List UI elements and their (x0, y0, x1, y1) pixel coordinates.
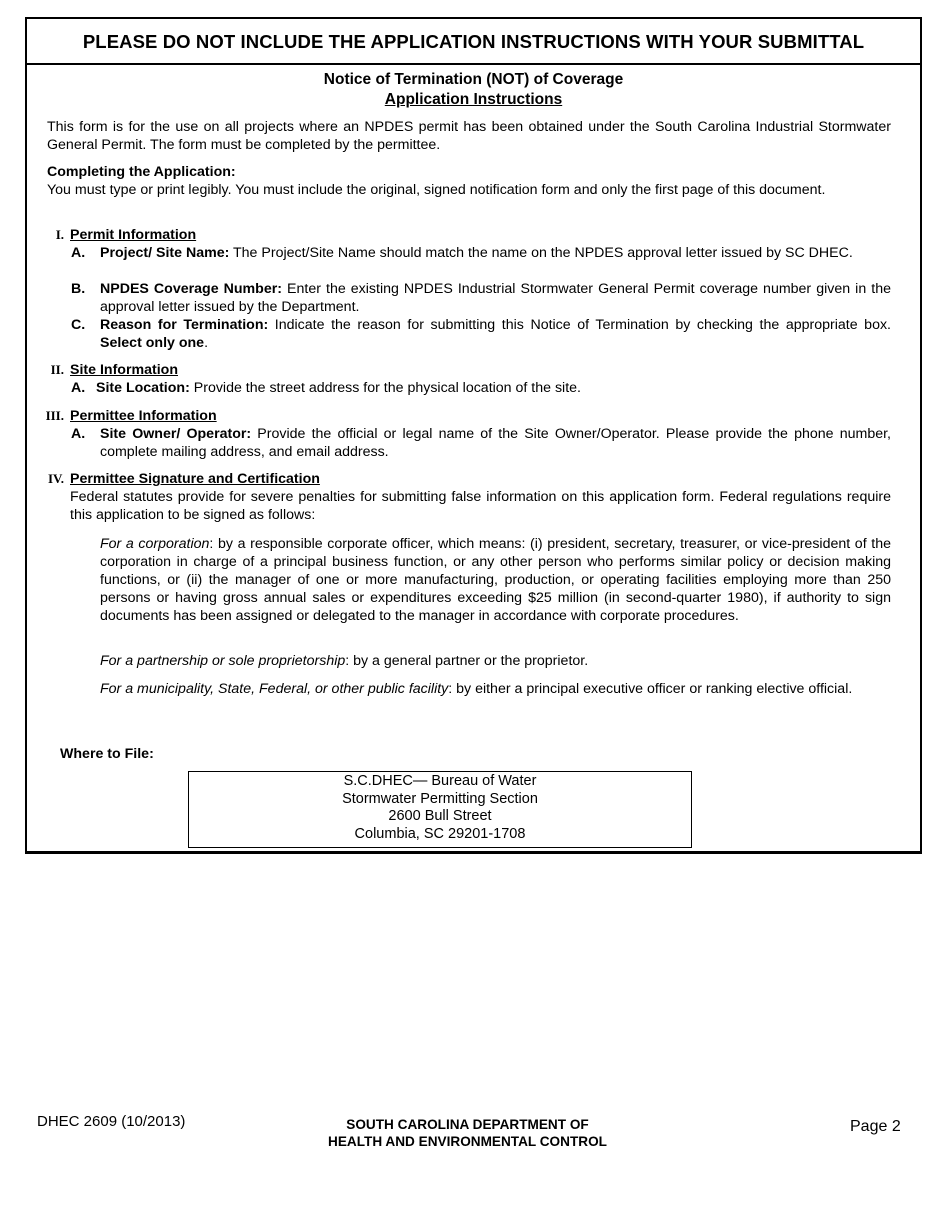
page-subtitle: Application Instructions (384, 91, 563, 108)
corporation-label: For a corporation (100, 536, 210, 552)
form-id: DHEC 2609 (10/2013) (37, 1113, 186, 1130)
intro-paragraph: This form is for the use on all projects where an NPDES permit has been obtained under the South Carolina Industrial Stormwater General Permit. The form must be completed by the permittee. (47, 119, 891, 153)
item-text: Provide the official or legal name of the Site Owner/Operator. Please provide the phone number, complete mailing address, and email address. (100, 426, 891, 460)
section-heading: Permittee Signature and Certification (70, 471, 320, 487)
partnership-label: For a partnership or sole proprietorship (100, 653, 346, 669)
item-site-owner-operator (71, 425, 891, 461)
federal-statutes-text: Federal statutes provide for severe penalties for submitting false information on this application form. Federal regulations require this application to be signed as follows: (70, 489, 891, 523)
item-reason-for-termination (71, 316, 891, 352)
section-heading: Permit Information (70, 227, 197, 243)
municipality-paragraph (100, 680, 891, 698)
item-site-location (71, 379, 891, 397)
section-numeral: IV. (47, 471, 64, 486)
item-npdes-coverage-number (71, 280, 891, 316)
item-letter: C. (71, 317, 86, 333)
address-line: 2600 Bull Street (388, 808, 492, 825)
section-numeral: I. (55, 227, 64, 242)
where-to-file-label: Where to File: (60, 746, 154, 762)
mailing-address-box (188, 771, 692, 848)
item-text: Enter the existing NPDES Industrial Stormwater General Permit coverage number given in the approval letter issued by the Department. (100, 281, 891, 315)
item-letter: A. (71, 426, 86, 442)
item-text: The Project/Site Name should match the name on the NPDES approval letter issued by SC DHEC. (229, 245, 853, 261)
item-letter: A. (71, 245, 86, 261)
address-line: S.C.DHEC— Bureau of Water (343, 773, 537, 789)
agency-line: SOUTH CAROLINA DEPARTMENT OF (346, 1117, 589, 1132)
section-numeral: II. (50, 362, 64, 377)
instructions-frame (25, 63, 922, 854)
section-heading: Site Information (70, 362, 178, 378)
page-title: Notice of Termination (NOT) of Coverage (323, 71, 624, 88)
municipality-text: : by either a principal executive officer or ranking elective official. (448, 681, 853, 697)
item-label: Project/ Site Name: (100, 245, 230, 261)
completing-heading: Completing the Application: (47, 164, 236, 180)
corporation-text: : by a responsible corporate officer, which means: (i) president, secretary, treasurer, or vice-president of the corporation in charge of a principal business function, or any other person who performs similar policy or decision making functions, or (ii) the manager of one or more manufacturing, production, or operating facilities employing more than 250 persons or having gross annual sales or expenditures exceeding $25 million (in second-quarter 1980), if authority to sign documents has been assigned or delegated to the manager in accordance with corporate procedures. (100, 536, 891, 624)
item-label: Reason for Termination: (100, 317, 269, 333)
item-letter: A. (71, 380, 86, 396)
section-numeral: III. (45, 408, 64, 423)
section-heading: Permittee Information (70, 408, 217, 424)
agency-name (0, 1116, 935, 1150)
item-text: Indicate the reason for submitting this Notice of Termination by checking the appropriate box. (268, 317, 892, 333)
item-letter: B. (71, 281, 86, 297)
corporation-paragraph (100, 535, 891, 625)
item-emphasis: Select only one (100, 335, 205, 351)
item-label: NPDES Coverage Number: (100, 281, 282, 297)
address-line: Columbia, SC 29201-1708 (354, 826, 526, 843)
completing-text: You must type or print legibly. You must include the original, signed notification form and only the first page of this document. (47, 182, 826, 198)
banner-warning: PLEASE DO NOT INCLUDE THE APPLICATION INSTRUCTIONS WITH YOUR SUBMITTAL (25, 17, 922, 64)
item-label: Site Owner/ Operator: (100, 426, 252, 442)
partnership-text: : by a general partner or the proprietor. (345, 653, 589, 669)
item-text-end: . (204, 335, 209, 351)
agency-line: HEALTH AND ENVIRONMENTAL CONTROL (328, 1134, 607, 1149)
item-project-site-name (71, 244, 891, 262)
page-number: Page 2 (850, 1118, 901, 1135)
address-line: Stormwater Permitting Section (342, 790, 538, 807)
title-block (27, 70, 920, 110)
item-text: Provide the street address for the physical location of the site. (189, 380, 581, 396)
municipality-label: For a municipality, State, Federal, or other public facility (100, 681, 449, 697)
item-label: Site Location: (96, 380, 190, 396)
partnership-paragraph (100, 652, 891, 670)
